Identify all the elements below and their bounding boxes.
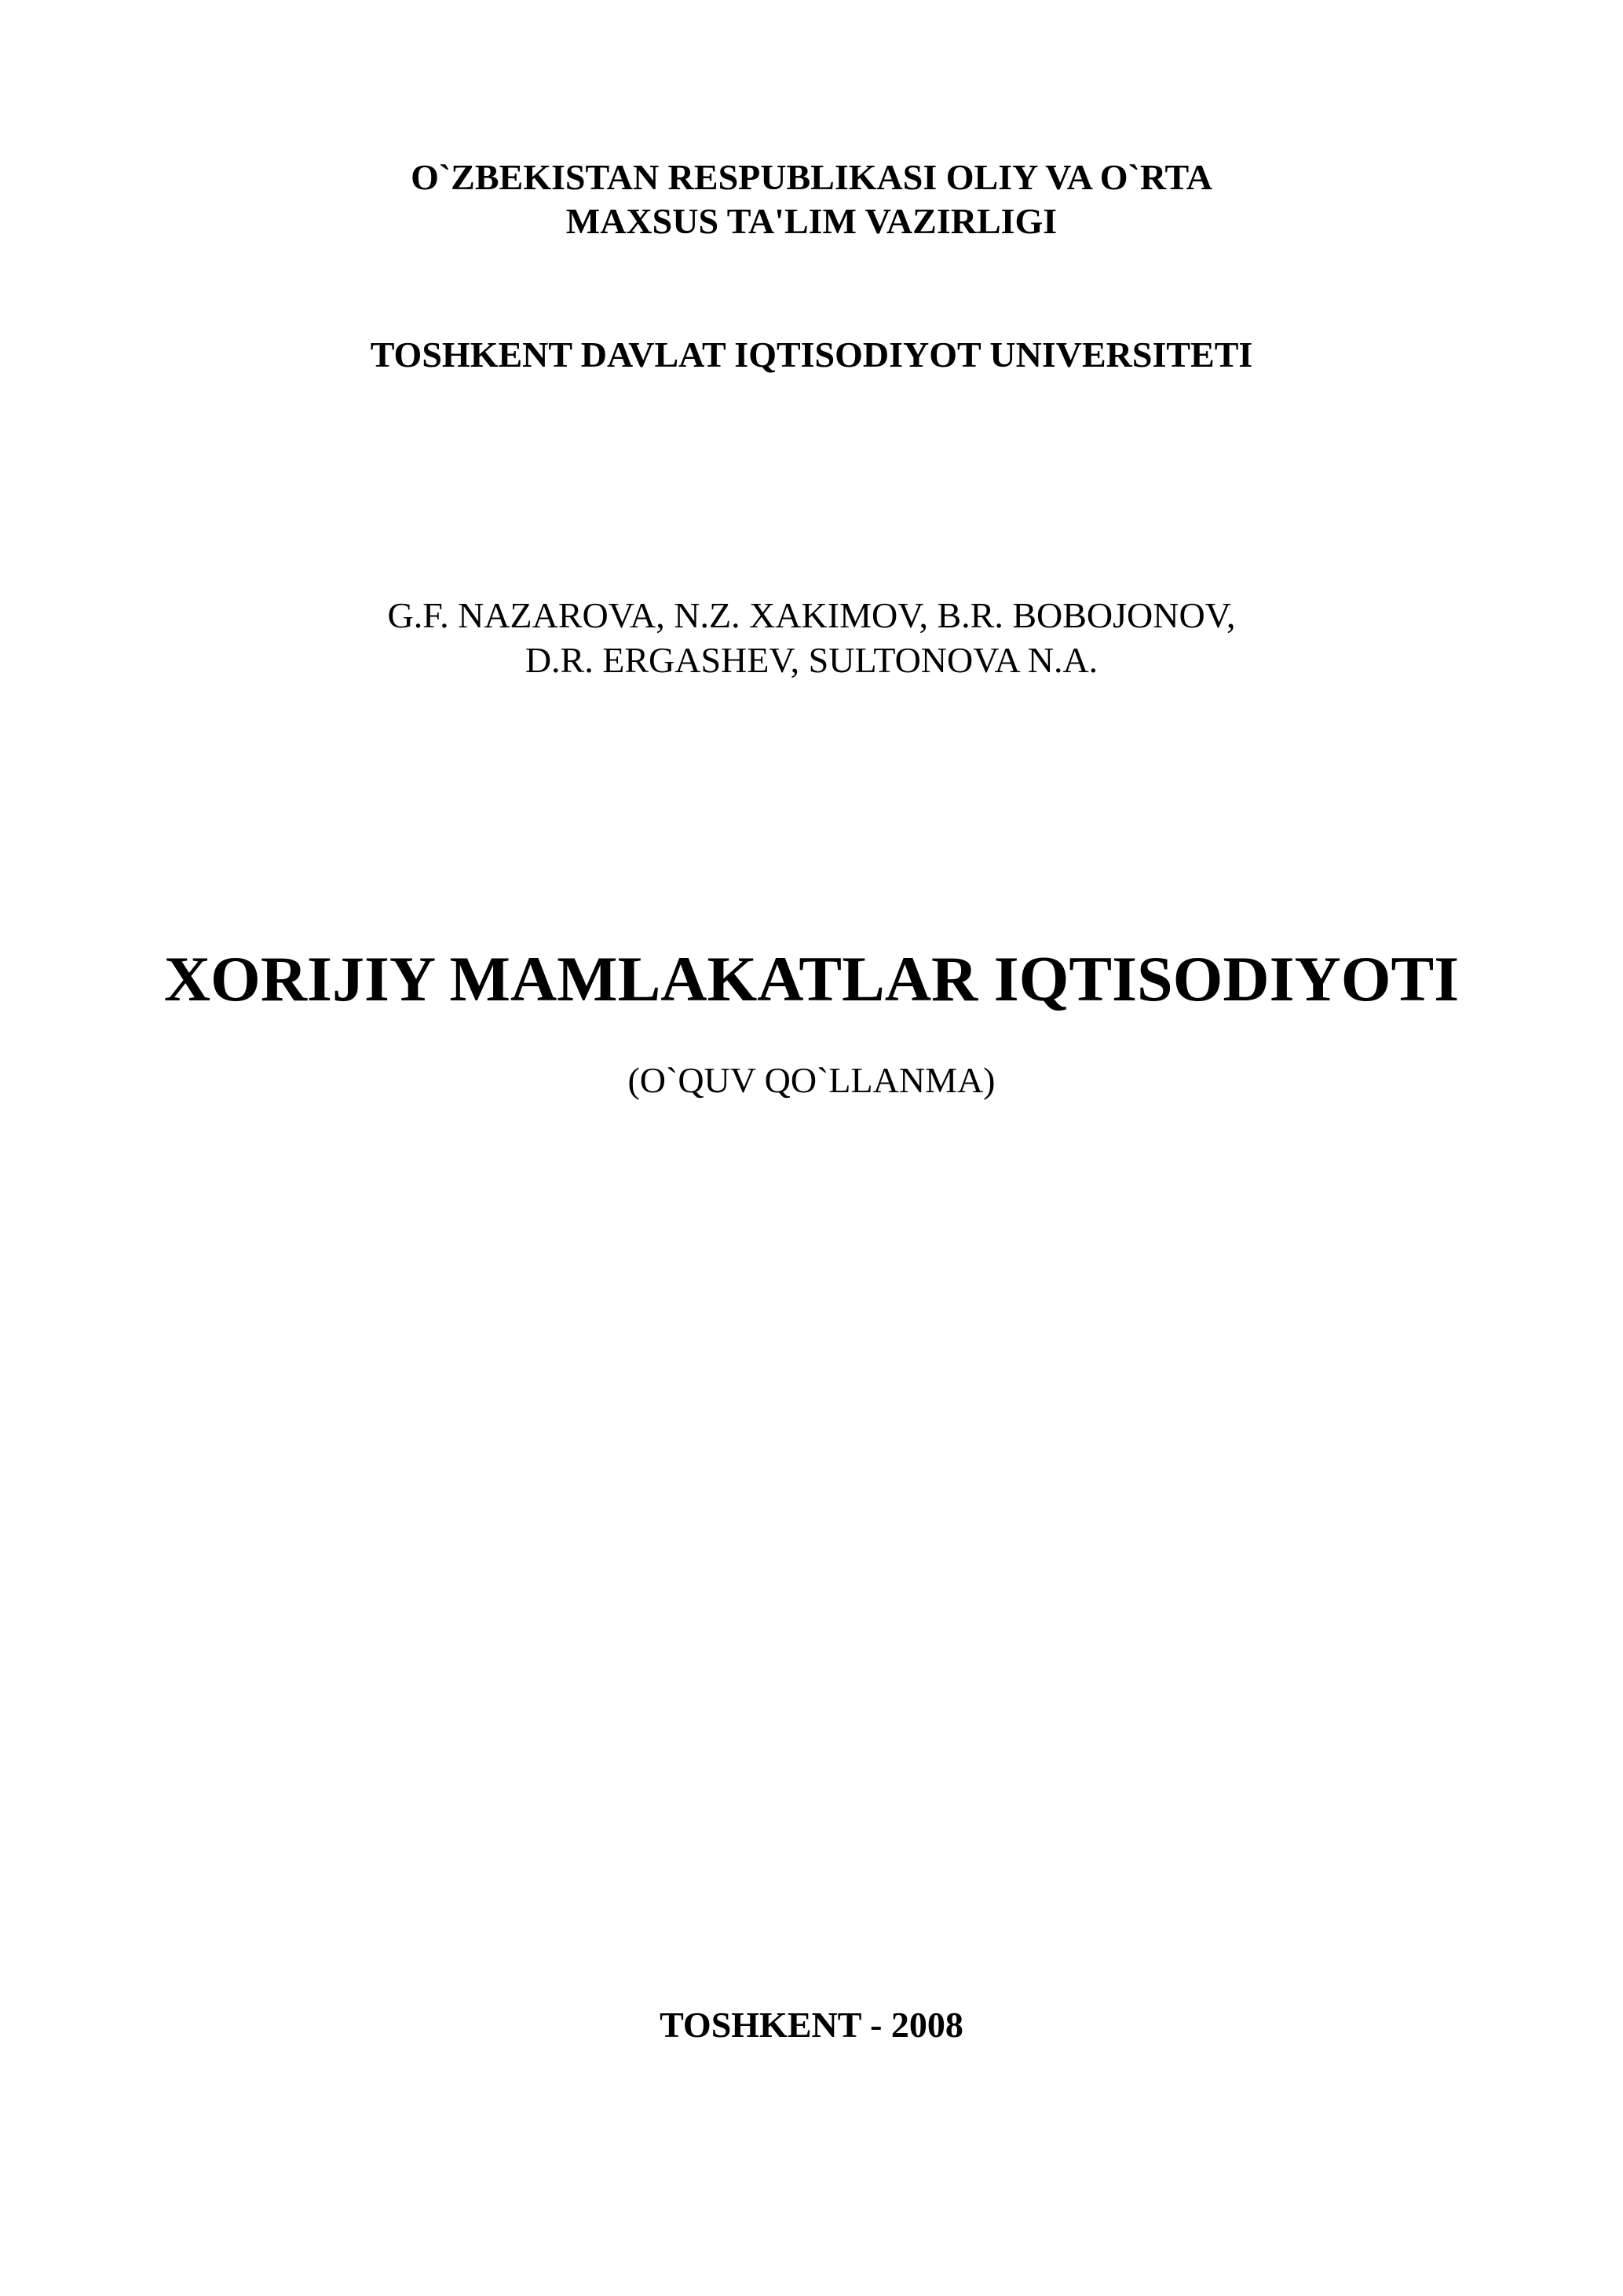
authors-line-1: G.F. NAZAROVA, N.Z. XAKIMOV, B.R. BOBOJONOV, xyxy=(387,595,1236,635)
ministry-name-line-2: MAXSUS TA'LIM VAZIRLIGI xyxy=(565,201,1058,241)
university-name: TOSHKENT DAVLAT IQTISODIYOT UNIVERSITETI xyxy=(370,335,1253,375)
publication-place-year: TOSHKENT - 2008 xyxy=(660,2005,963,2045)
authors-line-2: D.R. ERGASHEV, SULTONOVA N.A. xyxy=(525,640,1098,680)
ministry-name-line-1: O`ZBEKISTAN RESPUBLIKASI OLIY VA O`RTA xyxy=(411,157,1212,197)
book-subtitle: (O`QUV QO`LLANMA) xyxy=(627,1060,996,1100)
book-title: XORIJIY MAMLAKATLAR IQTISODIYOTI xyxy=(163,943,1460,1015)
